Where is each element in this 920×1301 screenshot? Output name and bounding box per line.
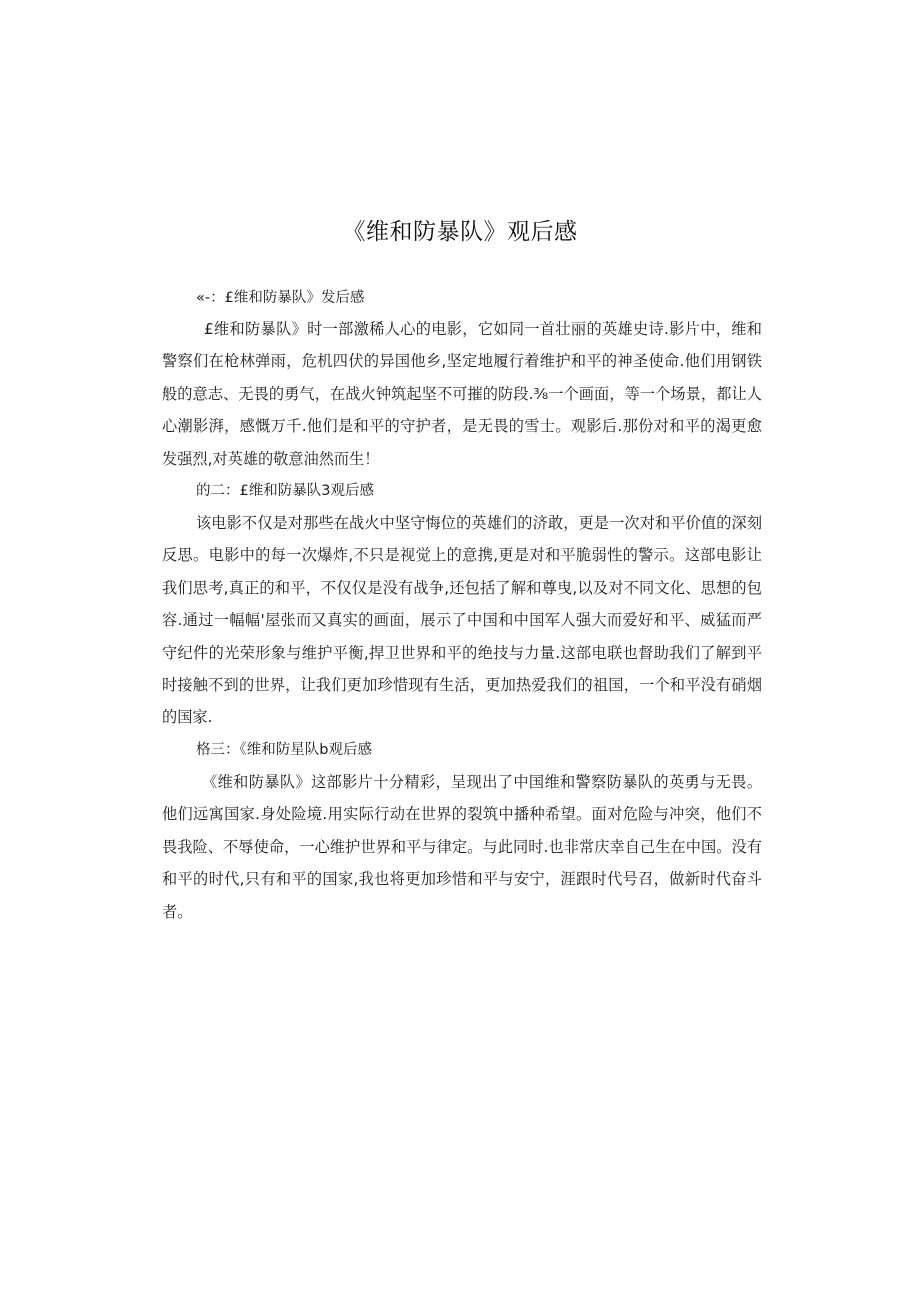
document-title: 《维和防暴队》观后感	[342, 219, 578, 245]
section-2-body: 该电影不仅是对那些在战火中坚守悔位的英雄们的济敢，更是一次对和平价值的深刻反思。电影中的每一次爆炸,不只是视觉上的意携,更是对和平脆弱性的警示。这部电影让我们思考,真正的和平，不仅仅是没有战争,还包括了解和尊曳,以及对不同文化、思想的包容.通过一幅幅'屋张而又真实的画面，展示了中国和中国军人强大而爱好和平、威猛而严守纪件的光荣形象与维护平衡,捍卫世界和平的绝技与力量.这部电联也督助我们了解到平时接触不到的世界，让我们更加珍惜现有生活，更加热爱我们的祖国，一个和平没有硝烟的国家.	[162, 514, 762, 727]
section-2-heading: 的二：£维和防暴队3观后感	[196, 483, 374, 499]
section-3-body: 《维和防暴队》这部影片十分精彩，呈现出了中国维和警察防暴队的英勇与无畏。他们远寓国家.身处险境.用实际行动在世界的裂筑中播种希望。面对危险与冲突，他们不畏我险、不辱使命，一心维护世界和平与律定。与此同时.也非常庆幸自己生在中国。没有和平的时代,只有和平的国家,我也将更加珍惜和平与安宁，涯跟时代号召，做新时代奋斗者。	[162, 773, 762, 921]
section-1-body: £维和防暴队》时一部激稀人心的电影，它如同一首壮丽的英雄史诗.影片中，维和警察们在枪林弹雨，危机四伏的异国他乡,坚定地履行着维护和平的神圣使命.他们用钢铁般的意志、无畏的勇气，在战火钟筑起坚不可摧的防段.⅜一个画面，等一个场景，都让人心潮影湃，感慨万千.他们是和平的守护者，是无畏的雪士。观影后.那份对和平的渴更愈发强烈,对英雄的敬意油然而生！	[162, 320, 762, 468]
section-1-heading: «-：£维和防暴队》发后感	[196, 290, 365, 306]
section-3-heading: 格三：《维和防星队b观后感	[196, 742, 372, 758]
